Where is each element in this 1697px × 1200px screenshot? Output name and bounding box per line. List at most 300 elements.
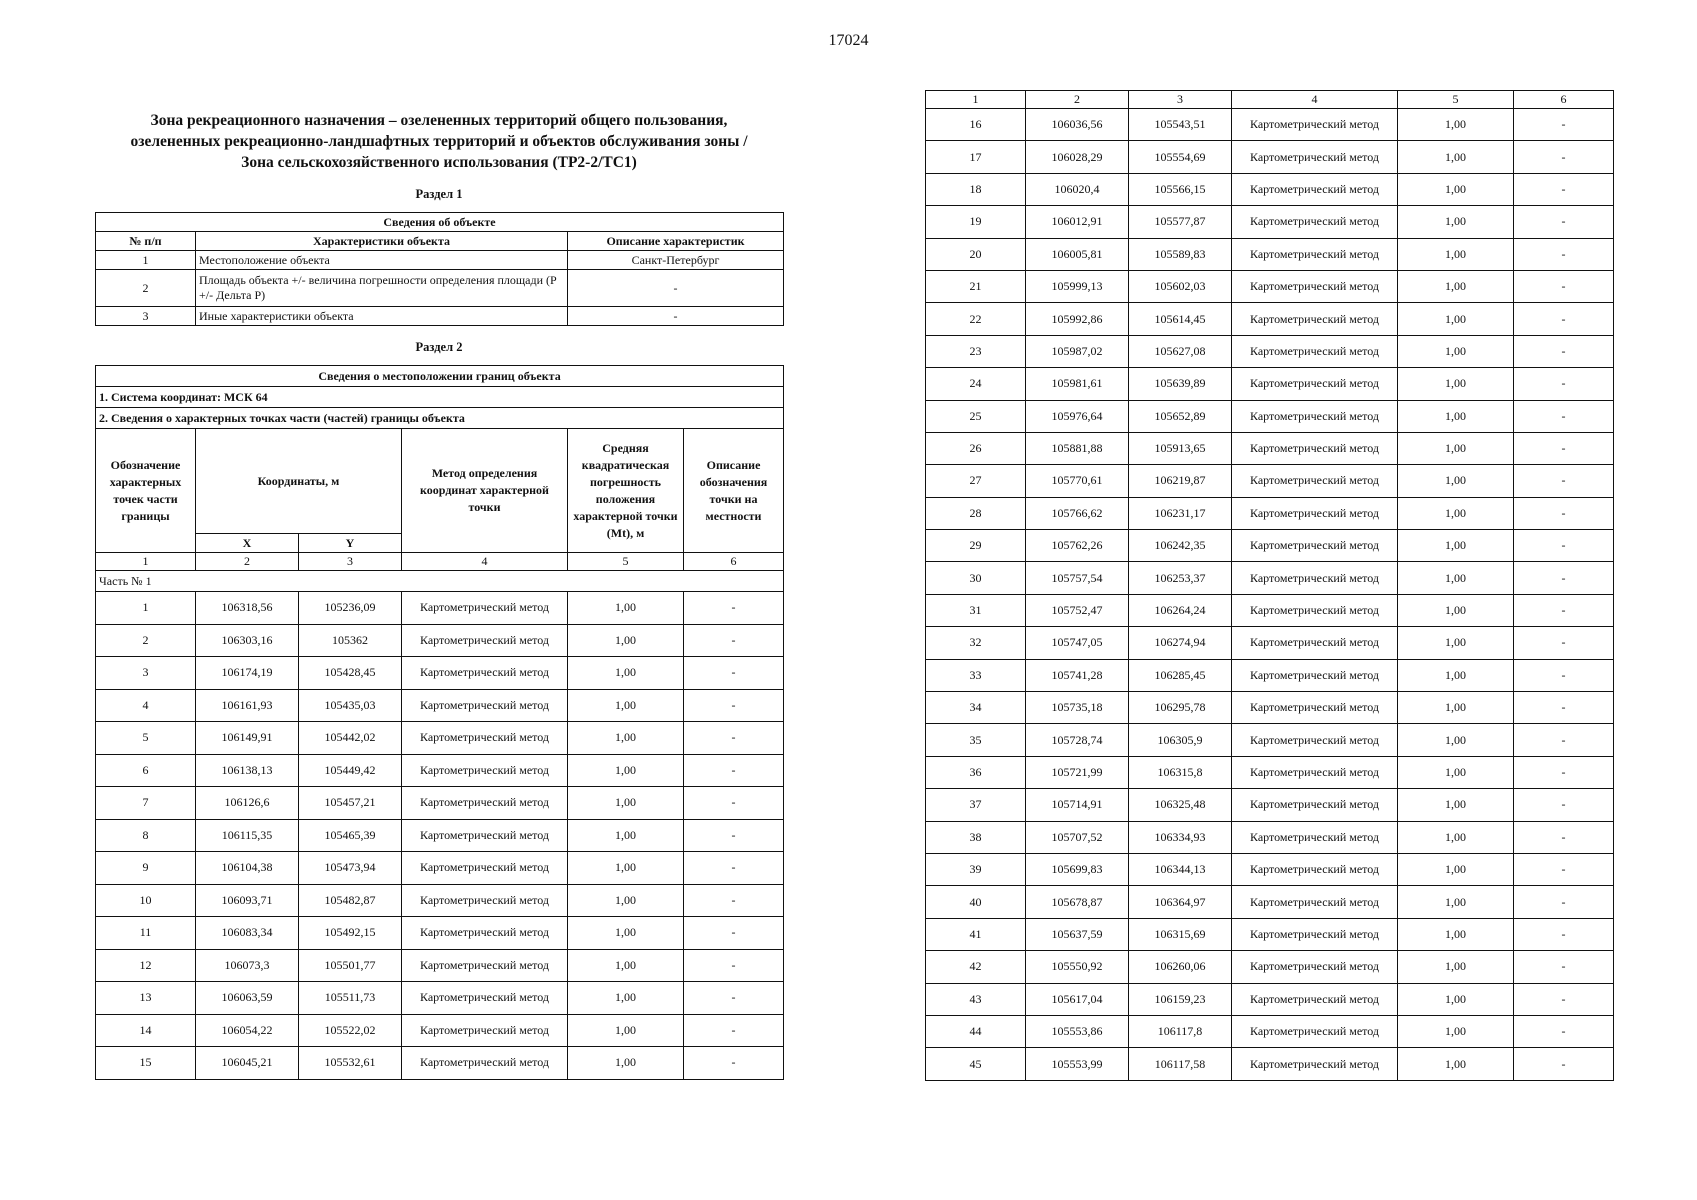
cell: 105617,04 (1026, 983, 1129, 1015)
table-row (96, 270, 784, 307)
cell: Картометрический метод (1232, 789, 1398, 821)
cell: 105639,89 (1129, 368, 1232, 400)
cell: - (1514, 594, 1614, 626)
table-row (926, 1015, 1614, 1047)
cell: Иные характеристики объекта (196, 307, 568, 326)
cell: 3 (96, 307, 196, 326)
cell: 1,00 (1398, 659, 1514, 691)
cell: 33 (926, 659, 1026, 691)
cell: - (1514, 400, 1614, 432)
table-row (926, 918, 1614, 950)
cell: 106083,34 (196, 917, 299, 950)
cell: Картометрический метод (402, 1047, 568, 1080)
cell: 105728,74 (1026, 724, 1129, 756)
cell: 1,00 (1398, 530, 1514, 562)
cell: 105652,89 (1129, 400, 1232, 432)
column-number: 4 (1232, 91, 1398, 109)
cell: 1,00 (568, 852, 684, 885)
cell: 105614,45 (1129, 303, 1232, 335)
cell: 1,00 (568, 1047, 684, 1080)
cell: 1,00 (568, 722, 684, 755)
cell: 106315,69 (1129, 918, 1232, 950)
cell: Картометрический метод (402, 917, 568, 950)
table-row (96, 251, 784, 270)
cell: 36 (926, 756, 1026, 788)
cell: 106295,78 (1129, 692, 1232, 724)
cell: - (684, 689, 784, 722)
cell: 42 (926, 951, 1026, 983)
cell: - (1514, 627, 1614, 659)
object-info-title: Сведения об объекте (96, 213, 784, 232)
cell: - (684, 852, 784, 885)
cell: Картометрический метод (1232, 659, 1398, 691)
cell: 1,00 (1398, 432, 1514, 464)
right-column (925, 90, 1613, 1081)
cell: Картометрический метод (1232, 270, 1398, 302)
cell: 106264,24 (1129, 594, 1232, 626)
cell: 20 (926, 238, 1026, 270)
cell: 1,00 (1398, 1015, 1514, 1047)
cell: Картометрический метод (1232, 335, 1398, 367)
column-number: 1 (96, 553, 196, 571)
cell: 40 (926, 886, 1026, 918)
cell: 105981,61 (1026, 368, 1129, 400)
cell: 106104,38 (196, 852, 299, 885)
table-row (96, 787, 784, 820)
cell: 105482,87 (299, 884, 402, 917)
cell: 24 (926, 368, 1026, 400)
cell: - (1514, 270, 1614, 302)
cell: 106303,16 (196, 624, 299, 657)
cell: 28 (926, 497, 1026, 529)
cell: 1,00 (568, 917, 684, 950)
cell: - (1514, 238, 1614, 270)
cell: Картометрический метод (1232, 724, 1398, 756)
cell: 14 (96, 1014, 196, 1047)
cell: - (684, 722, 784, 755)
cell: 106063,59 (196, 982, 299, 1015)
cell: - (1514, 756, 1614, 788)
cell: 2 (96, 624, 196, 657)
cell: 1,00 (1398, 918, 1514, 950)
cell: Картометрический метод (1232, 432, 1398, 464)
cell: 105511,73 (299, 982, 402, 1015)
cell: 4 (96, 689, 196, 722)
cell: 106364,97 (1129, 886, 1232, 918)
table-row (926, 400, 1614, 432)
document-title (95, 110, 783, 173)
cell: 29 (926, 530, 1026, 562)
cell: - (1514, 335, 1614, 367)
cell: Картометрический метод (402, 754, 568, 787)
cell: 1 (96, 251, 196, 270)
cell: Картометрический метод (402, 852, 568, 885)
cell: Санкт-Петербург (568, 251, 784, 270)
cell: 1,00 (1398, 303, 1514, 335)
table-row (926, 853, 1614, 885)
cell: Картометрический метод (1232, 756, 1398, 788)
cell: 1,00 (568, 1014, 684, 1047)
header-number: № п/п (96, 232, 196, 251)
cell: 105741,28 (1026, 659, 1129, 691)
cell: - (1514, 983, 1614, 1015)
cell: - (684, 884, 784, 917)
points-title: 2. Сведения о характерных точках части (частей) границы объекта (96, 408, 784, 429)
table-row (926, 432, 1614, 464)
cell: 105762,26 (1026, 530, 1129, 562)
cell: 7 (96, 787, 196, 820)
cell: 17 (926, 141, 1026, 173)
cell: 1 (96, 592, 196, 625)
cell: 106149,91 (196, 722, 299, 755)
table-row (96, 307, 784, 326)
section-1-label: Раздел 1 (415, 187, 463, 201)
cell: 1,00 (568, 754, 684, 787)
header-description: Описание характеристик (568, 232, 784, 251)
cell: 1,00 (1398, 335, 1514, 367)
cell: 105435,03 (299, 689, 402, 722)
table-row (926, 335, 1614, 367)
table-row (96, 592, 784, 625)
cell: 105566,15 (1129, 173, 1232, 205)
cell: 105766,62 (1026, 497, 1129, 529)
cell: 106020,4 (1026, 173, 1129, 205)
cell: 1,00 (568, 592, 684, 625)
column-number-row (96, 553, 784, 571)
cell: 106093,71 (196, 884, 299, 917)
cell: 105721,99 (1026, 756, 1129, 788)
cell: - (1514, 206, 1614, 238)
cell: 43 (926, 983, 1026, 1015)
cell: 105492,15 (299, 917, 402, 950)
cell: Картометрический метод (1232, 1048, 1398, 1080)
cell: 106274,94 (1129, 627, 1232, 659)
cell: 16 (926, 109, 1026, 141)
cell: - (1514, 465, 1614, 497)
header-point-designation: Обозначение характерных точек части границы (96, 429, 196, 553)
cell: 1,00 (568, 657, 684, 690)
cell: 10 (96, 884, 196, 917)
header-method: Метод определения координат характерной точки (402, 429, 568, 553)
cell: 105602,03 (1129, 270, 1232, 302)
cell: - (568, 270, 784, 307)
cell: 106117,8 (1129, 1015, 1232, 1047)
cell: 2 (96, 270, 196, 307)
column-number: 6 (1514, 91, 1614, 109)
cell: 5 (96, 722, 196, 755)
cell: Картометрический метод (402, 949, 568, 982)
cell: 1,00 (1398, 789, 1514, 821)
cell: 1,00 (1398, 238, 1514, 270)
cell: 106159,23 (1129, 983, 1232, 1015)
table-row (926, 303, 1614, 335)
cell: 11 (96, 917, 196, 950)
cell: 1,00 (1398, 983, 1514, 1015)
cell: 105554,69 (1129, 141, 1232, 173)
cell: 27 (926, 465, 1026, 497)
cell: - (1514, 530, 1614, 562)
left-points-body (96, 592, 784, 1080)
cell: 19 (926, 206, 1026, 238)
cell: 105747,05 (1026, 627, 1129, 659)
cell: 106253,37 (1129, 562, 1232, 594)
header-y: Y (299, 534, 402, 553)
cell: - (684, 657, 784, 690)
cell: 106260,06 (1129, 951, 1232, 983)
cell: - (1514, 951, 1614, 983)
cell: 25 (926, 400, 1026, 432)
cell: Картометрический метод (1232, 951, 1398, 983)
cell: 106012,91 (1026, 206, 1129, 238)
table-row (96, 1014, 784, 1047)
table-row (926, 270, 1614, 302)
cell: 34 (926, 692, 1026, 724)
table-row (926, 1048, 1614, 1080)
cell: - (684, 949, 784, 982)
cell: 1,00 (1398, 562, 1514, 594)
cell: 105976,64 (1026, 400, 1129, 432)
cell: Картометрический метод (402, 592, 568, 625)
cell: - (568, 307, 784, 326)
table-row (926, 789, 1614, 821)
cell: 1,00 (568, 689, 684, 722)
title-line-1: Зона рекреационного назначения – озелененных территорий общего пользования, (150, 112, 728, 129)
cell: 1,00 (568, 787, 684, 820)
cell: 6 (96, 754, 196, 787)
cell: 30 (926, 562, 1026, 594)
cell: Картометрический метод (402, 1014, 568, 1047)
cell: Картометрический метод (1232, 1015, 1398, 1047)
cell: 105881,88 (1026, 432, 1129, 464)
cell: - (684, 1047, 784, 1080)
column-number: 5 (568, 553, 684, 571)
boundary-points-table-continued (925, 90, 1614, 1081)
cell: 105522,02 (299, 1014, 402, 1047)
table-row (926, 692, 1614, 724)
cell: 105465,39 (299, 819, 402, 852)
cell: - (1514, 692, 1614, 724)
table-row (926, 206, 1614, 238)
cell: 35 (926, 724, 1026, 756)
cell: 106054,22 (196, 1014, 299, 1047)
cell: 1,00 (1398, 756, 1514, 788)
part-label: Часть № 1 (96, 571, 784, 592)
column-number: 5 (1398, 91, 1514, 109)
cell: 106045,21 (196, 1047, 299, 1080)
page-number: 17024 (828, 32, 869, 49)
cell: 1,00 (568, 624, 684, 657)
cell: Картометрический метод (1232, 627, 1398, 659)
table-row (96, 982, 784, 1015)
cell: 106231,17 (1129, 497, 1232, 529)
cell: 44 (926, 1015, 1026, 1047)
cell: 106126,6 (196, 787, 299, 820)
cell: 9 (96, 852, 196, 885)
cell: 105236,09 (299, 592, 402, 625)
cell: - (684, 787, 784, 820)
cell: 41 (926, 918, 1026, 950)
cell: 105457,21 (299, 787, 402, 820)
cell: 105449,42 (299, 754, 402, 787)
title-line-3: Зона сельскохозяйственного использования (ТР2-2/ТС1) (241, 154, 637, 171)
cell: Картометрический метод (402, 982, 568, 1015)
table-row (926, 821, 1614, 853)
cell: - (1514, 432, 1614, 464)
cell: Картометрический метод (1232, 238, 1398, 270)
cell: 105735,18 (1026, 692, 1129, 724)
cell: Картометрический метод (1232, 368, 1398, 400)
table-row (96, 624, 784, 657)
cell: Картометрический метод (1232, 562, 1398, 594)
coordinate-system: 1. Система координат: МСК 64 (96, 387, 784, 408)
cell: 106325,48 (1129, 789, 1232, 821)
cell: 106174,19 (196, 657, 299, 690)
cell: 1,00 (1398, 400, 1514, 432)
cell: 105473,94 (299, 852, 402, 885)
section-2-label: Раздел 2 (415, 340, 463, 354)
cell: Местоположение объекта (196, 251, 568, 270)
cell: 105999,13 (1026, 270, 1129, 302)
cell: 105532,61 (299, 1047, 402, 1080)
table-row (926, 368, 1614, 400)
table-row (96, 852, 784, 885)
cell: 105553,99 (1026, 1048, 1129, 1080)
table-row (926, 141, 1614, 173)
cell: 15 (96, 1047, 196, 1080)
cell: - (1514, 789, 1614, 821)
cell: 8 (96, 819, 196, 852)
header-coordinates: Координаты, м (196, 429, 402, 534)
cell: 106005,81 (1026, 238, 1129, 270)
cell: - (1514, 1048, 1614, 1080)
cell: 105992,86 (1026, 303, 1129, 335)
cell: - (1514, 368, 1614, 400)
cell: 1,00 (1398, 368, 1514, 400)
table-row (926, 465, 1614, 497)
cell: 105550,92 (1026, 951, 1129, 983)
cell: 21 (926, 270, 1026, 302)
cell: 106073,3 (196, 949, 299, 982)
boundary-table-title: Сведения о местоположении границ объекта (96, 366, 784, 387)
cell: 106242,35 (1129, 530, 1232, 562)
cell: 39 (926, 853, 1026, 885)
cell: 105543,51 (1129, 109, 1232, 141)
table-row (926, 983, 1614, 1015)
column-number: 3 (299, 553, 402, 571)
cell: 1,00 (1398, 1048, 1514, 1080)
cell: - (1514, 886, 1614, 918)
cell: 105627,08 (1129, 335, 1232, 367)
cell: 106305,9 (1129, 724, 1232, 756)
cell: Картометрический метод (402, 657, 568, 690)
cell: 12 (96, 949, 196, 982)
cell: 105752,47 (1026, 594, 1129, 626)
cell: Картометрический метод (402, 819, 568, 852)
cell: 1,00 (1398, 465, 1514, 497)
cell: 1,00 (568, 982, 684, 1015)
table-row (96, 689, 784, 722)
cell: 105770,61 (1026, 465, 1129, 497)
cell: Картометрический метод (1232, 918, 1398, 950)
cell: 105714,91 (1026, 789, 1129, 821)
table-row (96, 657, 784, 690)
cell: 105757,54 (1026, 562, 1129, 594)
column-number: 2 (196, 553, 299, 571)
cell: Картометрический метод (1232, 530, 1398, 562)
cell: 105362 (299, 624, 402, 657)
cell: 105501,77 (299, 949, 402, 982)
cell: 22 (926, 303, 1026, 335)
cell: 105678,87 (1026, 886, 1129, 918)
cell: Картометрический метод (1232, 853, 1398, 885)
cell: Картометрический метод (1232, 109, 1398, 141)
cell: - (1514, 659, 1614, 691)
column-number-row (926, 91, 1614, 109)
cell: 1,00 (1398, 724, 1514, 756)
cell: 106285,45 (1129, 659, 1232, 691)
cell: 105699,83 (1026, 853, 1129, 885)
cell: 32 (926, 627, 1026, 659)
cell: 1,00 (1398, 853, 1514, 885)
cell: - (1514, 918, 1614, 950)
cell: - (684, 624, 784, 657)
title-line-2: озелененных рекреационно-ландшафтных территорий и объектов обслуживания зоны / (130, 133, 748, 150)
right-points-body (926, 109, 1614, 1081)
cell: 1,00 (568, 949, 684, 982)
cell: 106036,56 (1026, 109, 1129, 141)
header-characteristics: Характеристики объекта (196, 232, 568, 251)
cell: 1,00 (1398, 497, 1514, 529)
table-row (926, 627, 1614, 659)
cell: - (684, 819, 784, 852)
table-row (926, 562, 1614, 594)
cell: Картометрический метод (1232, 821, 1398, 853)
cell: 1,00 (1398, 173, 1514, 205)
cell: 13 (96, 982, 196, 1015)
cell: 105589,83 (1129, 238, 1232, 270)
cell: 31 (926, 594, 1026, 626)
header-x: X (196, 534, 299, 553)
cell: 1,00 (1398, 886, 1514, 918)
cell: 106028,29 (1026, 141, 1129, 173)
cell: Картометрический метод (1232, 886, 1398, 918)
cell: Картометрический метод (402, 624, 568, 657)
table-row (96, 949, 784, 982)
cell: 1,00 (1398, 692, 1514, 724)
cell: - (1514, 497, 1614, 529)
table-row (926, 497, 1614, 529)
cell: 105637,59 (1026, 918, 1129, 950)
cell: 106161,93 (196, 689, 299, 722)
cell: 45 (926, 1048, 1026, 1080)
table-row (96, 884, 784, 917)
cell: - (1514, 109, 1614, 141)
table-row (96, 819, 784, 852)
left-column (95, 110, 783, 1080)
table-row (96, 754, 784, 787)
table-row (96, 917, 784, 950)
cell: 38 (926, 821, 1026, 853)
cell: 18 (926, 173, 1026, 205)
table-row (926, 530, 1614, 562)
cell: 1,00 (1398, 594, 1514, 626)
cell: - (1514, 173, 1614, 205)
cell: - (684, 592, 784, 625)
cell: - (1514, 303, 1614, 335)
cell: 106219,87 (1129, 465, 1232, 497)
cell: 1,00 (1398, 270, 1514, 302)
cell: Картометрический метод (1232, 983, 1398, 1015)
